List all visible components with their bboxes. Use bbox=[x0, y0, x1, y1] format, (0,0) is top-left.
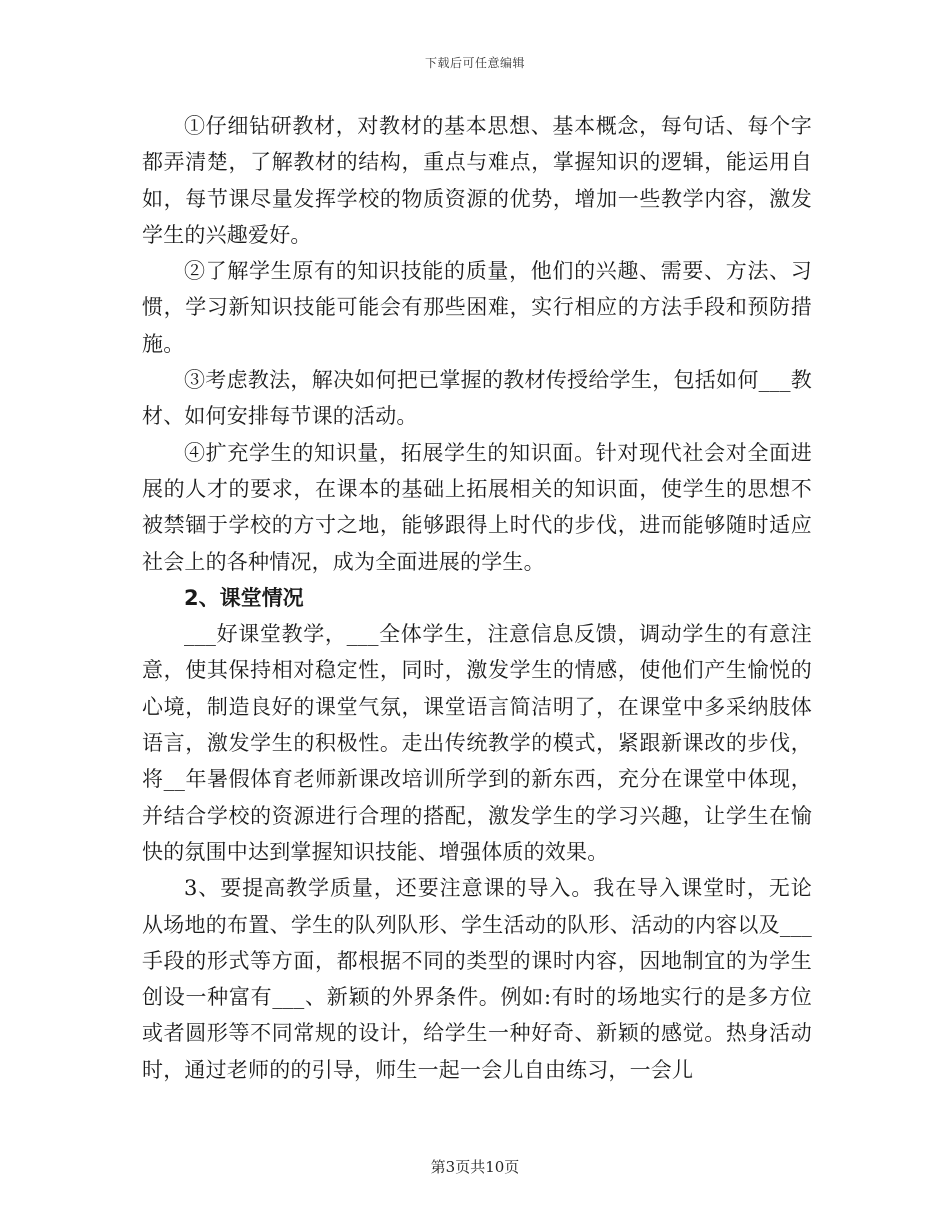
paragraph-1: ①仔细钻研教材，对教材的基本思想、基本概念，每句话、每个字都弄清楚，了解教材的结构，重点与难点，掌握知识的逻辑，能运用自如，每节课尽量发挥学校的物质资源的优势，增加一些教学内容，激发学生的兴趣爱好。 bbox=[142, 114, 812, 247]
paragraph-2: ②了解学生原有的知识技能的质量，他们的兴趣、需要、方法、习惯，学习新知识技能可能会有那些困难，实行相应的方法手段和预防措施。 bbox=[142, 259, 812, 356]
paragraph-3: ③考虑教法，解决如何把已掌握的教材传授给学生，包括如何___教材、如何安排每节课的活动。 bbox=[142, 368, 812, 429]
paragraph-6: 3、要提高教学质量，还要注意课的导入。我在导入课堂时，无论从场地的布置、学生的队列队形、学生活动的队形、活动的内容以及___手段的形式等方面，都根据不同的类型的课时内容，因地制宜的为学生创设一种富有___、新颖的外界条件。例如:有时的场地实行的是多方位或者圆形等不同常规的设计，给学生一种好奇、新颖的感觉。热身活动时，通过老师的的引导，师生一起一会儿自由练习，一会儿 bbox=[142, 876, 812, 1082]
page-header: 下载后可任意编辑 bbox=[424, 56, 525, 70]
page-footer: 第3页共10页 bbox=[430, 1158, 520, 1176]
paragraph-4: ④扩充学生的知识量，拓展学生的知识面。针对现代社会对全面进展的人才的要求，在课本的基础上拓展相关的知识面，使学生的思想不被禁锢于学校的方寸之地，能够跟得上时代的步伐，进而能够随时适应社会上的各种情况，成为全面进展的学生。 bbox=[142, 440, 812, 574]
paragraph-5: ___好课堂教学，___全体学生，注意信息反馈，调动学生的有意注意，使其保持相对稳定性，同时，激发学生的情感，使他们产生愉悦的心境，制造良好的课堂气氛，课堂语言简洁明了，在课堂中多采纳肢体语言，激发学生的积极性。走出传统教学的模式，紧跟新课改的步伐，将__年暑假体育老师新课改培训所学到的新东西，充分在课堂中体现，并结合学校的资源进行合理的搭配，激发学生的学习兴趣，让学生在愉快的氛围中达到掌握知识技能、增强体质的效果。 bbox=[142, 622, 812, 864]
section-heading: 2、课堂情况 bbox=[184, 585, 304, 610]
document-body bbox=[142, 108, 812, 1088]
